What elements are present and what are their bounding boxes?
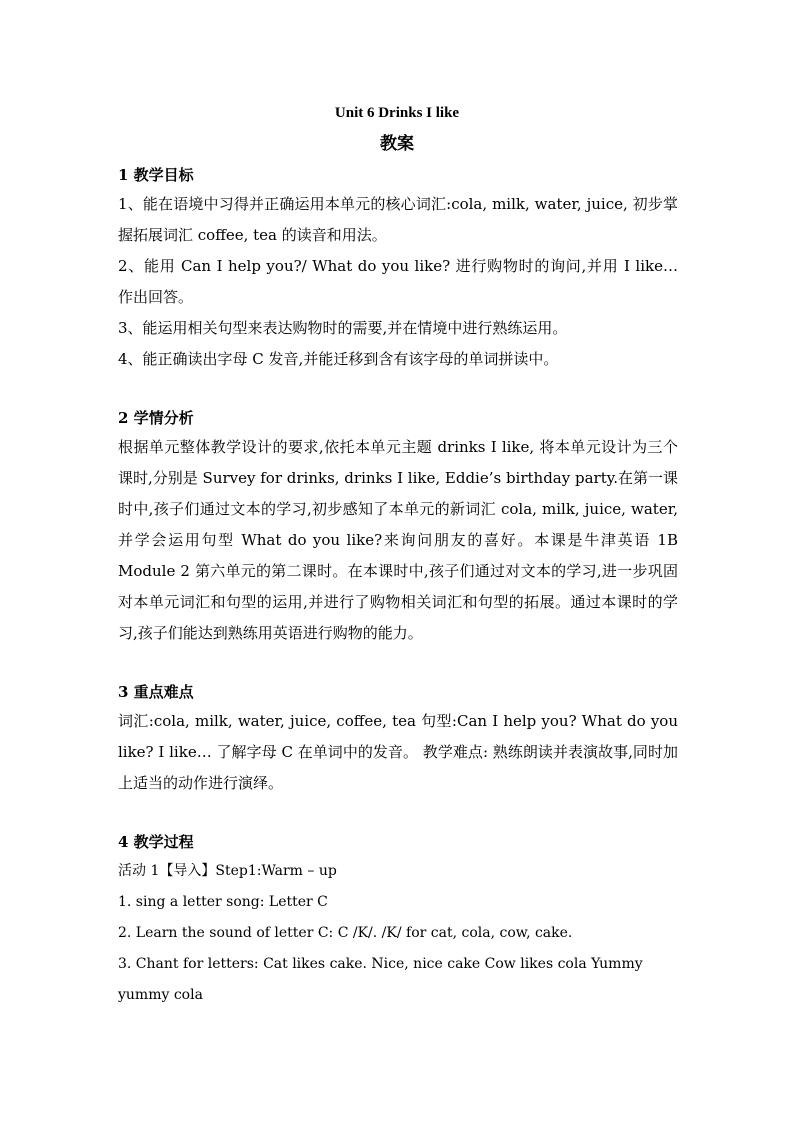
step-item: 1. sing a letter song: Letter C: [118, 894, 328, 910]
section-heading: 1 教学目标: [118, 166, 194, 184]
section-paragraph: 根据单元整体教学设计的要求,依托本单元主题 drinks I like, 将本单元设计为三个课时,分别是 Survey for drinks, drinks I like, Eddie’s birthday party.在第一课时中,孩子们通过文本的学习,初步感知了本单元的新词汇 cola, milk, juice, water,并学会运用句型 What do you like?来询问朋友的喜好。本课是牛津英语 1B Module 2 第六单元的第二课时。在本课时中,孩子们通过对文本的学习,进一步巩固对本单元词汇和句型的运用,并进行了购物相关词汇和句型的拓展。通过本课时的学习,孩子们能达到熟练用英语进行购物的能力。: [118, 438, 679, 642]
section-heading: 4 教学过程: [118, 833, 194, 851]
objective-item: 3、能运用相关句型来表达购物时的需要,并在情境中进行熟练运用。: [118, 319, 568, 337]
section-teaching-objectives: [118, 161, 678, 375]
step-item: 3. Chant for letters: Cat likes cake. Nice, nice cake Cow likes cola Yummy yummy cola: [118, 956, 643, 1003]
section-heading: 2 学情分析: [118, 409, 194, 427]
activity-title: 活动 1【导入】Step1:Warm – up: [118, 863, 337, 879]
document-title: Unit 6 Drinks I like: [334, 105, 460, 121]
step-item: 2. Learn the sound of letter C: C /K/. /K/ for cat, cola, cow, cake.: [118, 925, 573, 941]
section-teaching-process: [118, 828, 678, 1011]
section-paragraph: 词汇:cola, milk, water, juice, coffee, tea 句型:Can I help you? What do you like? I like… 了解字母 C 在单词中的发音。 教学难点: 熟练朗读并表演故事,同时加上适当的动作进行演绎。: [118, 712, 678, 792]
document-subtitle: 教案: [380, 134, 414, 154]
section-key-points: [118, 678, 678, 799]
objective-item: 1、能在语境中习得并正确运用本单元的核心词汇:cola, milk, water, juice, 初步掌握拓展词汇 coffee, tea 的读音和用法。: [118, 195, 678, 244]
objective-item: 4、能正确读出字母 C 发音,并能迁移到含有该字母的单词拼读中。: [118, 350, 559, 368]
document-body: [118, 161, 678, 1011]
objective-item: 2、能用 Can I help you?/ What do you like? 进行购物时的询问,并用 I like… 作出回答。: [118, 257, 678, 306]
section-heading: 3 重点难点: [118, 683, 194, 701]
section-learner-analysis: [118, 404, 678, 649]
